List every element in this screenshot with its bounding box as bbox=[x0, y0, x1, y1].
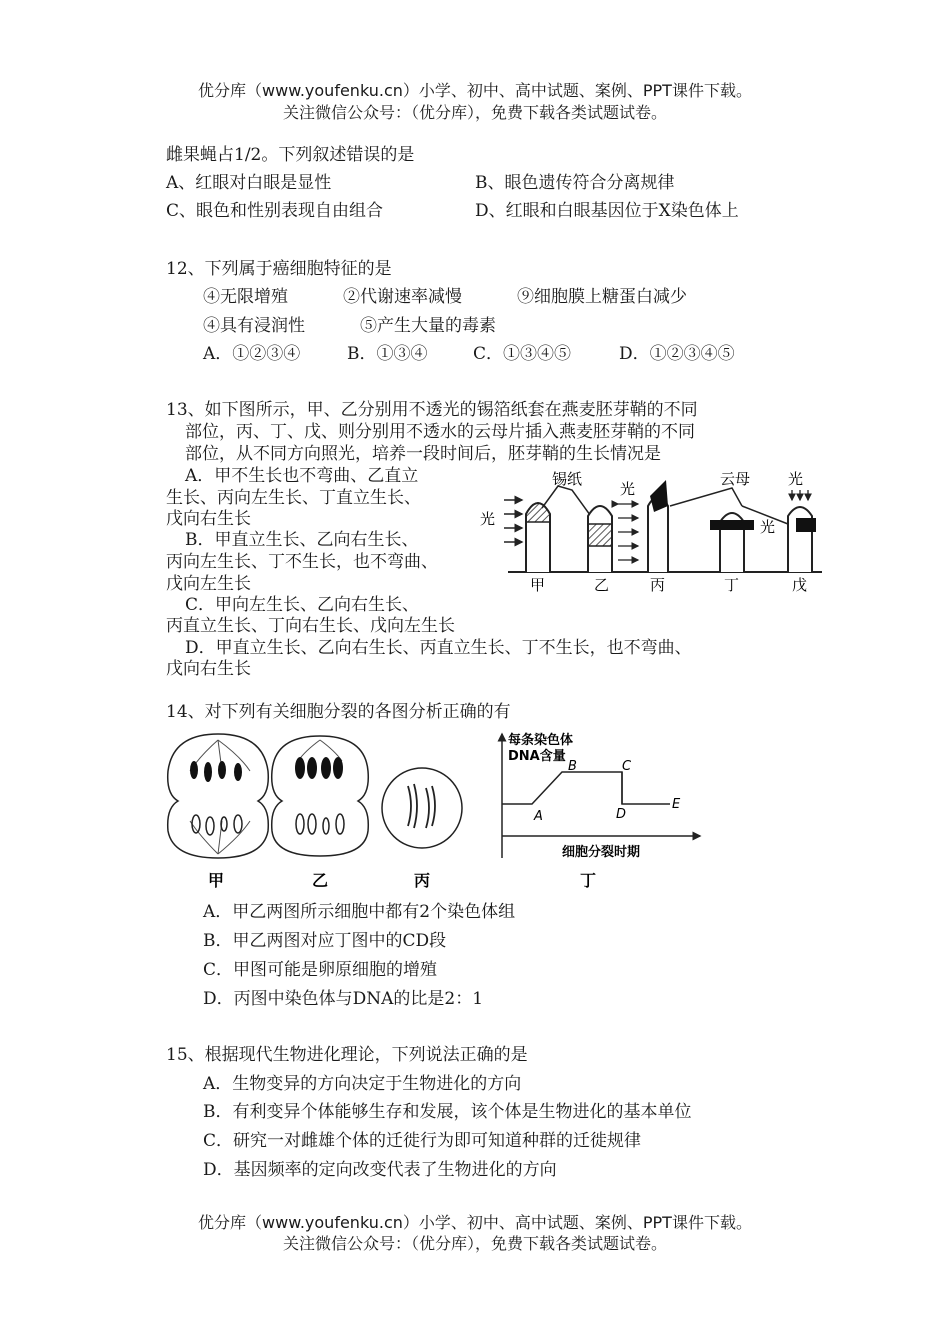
q15-option-b: B．有利变异个体能够生存和发展，该个体是生物进化的基本单位 bbox=[203, 1102, 692, 1122]
q13-stem-line-1: 13、如下图所示，甲、乙分别用不透光的锡箔纸套在燕麦胚芽鞘的不同 bbox=[166, 400, 698, 420]
q12-option-a: A．①②③④ bbox=[203, 344, 301, 364]
foil-label: 锡纸 bbox=[552, 470, 583, 488]
light-label-middle: 光 bbox=[620, 480, 636, 498]
q13-option-b-line-3: 戊向左生长 bbox=[166, 574, 251, 594]
q12-item-1: ④无限增殖 bbox=[203, 287, 288, 307]
q13-option-a-line-1: A．甲不生长也不弯曲、乙直立 bbox=[185, 466, 419, 486]
q13-option-a-line-3: 戊向右生长 bbox=[166, 509, 251, 529]
q11-option-c: C、眼色和性别表现自由组合 bbox=[166, 201, 384, 221]
coleoptile-figure bbox=[470, 466, 830, 594]
q12-item-5: ⑤产生大量的毒素 bbox=[360, 316, 496, 336]
q13-option-c-line-1: C．甲向左生长、乙向右生长、 bbox=[185, 595, 420, 615]
q12-option-b: B．①③④ bbox=[347, 344, 428, 364]
cell-division-figure bbox=[160, 726, 720, 894]
cell-label-jia: 甲 bbox=[208, 871, 225, 890]
q14-option-b: B．甲乙两图对应丁图中的CD段 bbox=[203, 931, 447, 951]
q12-item-3: ⑨细胞膜上糖蛋白减少 bbox=[517, 287, 687, 307]
q13-option-b-line-2: 丙向左生长、丁不生长，也不弯曲、 bbox=[166, 552, 438, 572]
graph-ding bbox=[502, 732, 700, 860]
cell-bing bbox=[382, 768, 462, 848]
q13-option-d-line-2: 戊向右生长 bbox=[166, 659, 251, 679]
footer-line-2: 关注微信公众号：（优分库），免费下载各类试题试卷。 bbox=[282, 1234, 667, 1253]
coleoptile-jia bbox=[526, 503, 550, 572]
point-d: D bbox=[616, 807, 627, 822]
mica-label: 云母 bbox=[720, 470, 751, 488]
q13-option-b-line-1: B．甲直立生长、乙向右生长、 bbox=[185, 530, 419, 550]
q13-stem-line-2: 部位，丙、丁、戊、则分别用不透水的云母片插入燕麦胚芽鞘的不同 bbox=[185, 422, 695, 442]
light-arrows-yi-bing bbox=[618, 504, 638, 560]
point-c: C bbox=[622, 759, 632, 774]
q14-option-d: D．丙图中染色体与DNA的比是2：1 bbox=[203, 989, 484, 1009]
mica-side bbox=[796, 518, 816, 532]
graph-ylabel-1: 每条染色体 bbox=[508, 733, 574, 748]
label-jia: 甲 bbox=[530, 576, 546, 594]
point-a: A bbox=[534, 809, 543, 824]
q11-option-b: B、眼色遗传符合分离规律 bbox=[475, 173, 675, 193]
header-line-2: 关注微信公众号：（优分库），免费下载各类试题试卷。 bbox=[282, 103, 667, 122]
label-wu: 戊 bbox=[792, 576, 808, 594]
cell-label-yi: 乙 bbox=[312, 871, 329, 890]
graph-ylabel-2: DNA含量 bbox=[508, 749, 566, 764]
q12-item-4: ④具有浸润性 bbox=[203, 316, 305, 336]
q12-option-d: D．①②③④⑤ bbox=[619, 344, 735, 364]
foil-sleeve bbox=[588, 524, 612, 546]
q13-option-c-line-2: 丙直立生长、丁向右生长、戊向左生长 bbox=[166, 616, 455, 636]
graph-xlabel: 细胞分裂时期 bbox=[562, 845, 641, 860]
label-yi: 乙 bbox=[594, 576, 610, 594]
mica-pointer bbox=[670, 488, 742, 506]
q13-stem-line-3: 部位，从不同方向照光，培养一段时间后，胚芽鞘的生长情况是 bbox=[185, 444, 661, 464]
q15-option-c: C．研究一对雌雄个体的迁徙行为即可知道种群的迁徙规律 bbox=[203, 1131, 642, 1151]
q14-option-c: C．甲图可能是卵原细胞的增殖 bbox=[203, 960, 438, 980]
coleoptile-yi bbox=[588, 506, 612, 572]
q13-option-d-line-1: D．甲直立生长、乙向右生长、丙直立生长、丁不生长，也不弯曲、 bbox=[185, 638, 692, 658]
q11-option-d: D、红眼和白眼基因位于X染色体上 bbox=[475, 201, 739, 221]
q12-item-2: ②代谢速率减慢 bbox=[343, 287, 462, 307]
light-label-right: 光 bbox=[760, 518, 776, 536]
q11-option-a: A、红眼对白眼是显性 bbox=[166, 173, 332, 193]
label-bing: 丙 bbox=[650, 576, 666, 594]
cell-label-ding: 丁 bbox=[580, 871, 597, 890]
cell-label-bing: 丙 bbox=[414, 871, 431, 890]
q15-option-a: A．生物变异的方向决定于生物进化的方向 bbox=[203, 1074, 522, 1094]
coleoptile-wu bbox=[788, 507, 816, 572]
header-line-1: 优分库（www.youfenku.cn）小学、初中、高中试题、案例、PPT课件下载。 bbox=[198, 81, 752, 100]
mica-bar bbox=[710, 520, 754, 530]
coleoptile-bing bbox=[648, 480, 668, 572]
q14-option-a: A．甲乙两图所示细胞中都有2个染色体组 bbox=[203, 902, 516, 922]
footer-line-1: 优分库（www.youfenku.cn）小学、初中、高中试题、案例、PPT课件下载。 bbox=[198, 1213, 752, 1232]
q14-stem: 14、对下列有关细胞分裂的各图分析正确的有 bbox=[166, 702, 511, 722]
light-arrows-wu bbox=[792, 490, 808, 500]
light-arrows-jia bbox=[504, 500, 522, 542]
point-e: E bbox=[672, 797, 681, 812]
light-label-top: 光 bbox=[788, 470, 804, 488]
foil-cap bbox=[526, 503, 550, 522]
label-ding: 丁 bbox=[724, 576, 740, 594]
cell-jia bbox=[168, 734, 269, 858]
cell-yi bbox=[272, 736, 369, 856]
q12-option-c: C．①③④⑤ bbox=[473, 344, 572, 364]
q15-stem: 15、根据现代生物进化理论，下列说法正确的是 bbox=[166, 1045, 528, 1065]
q12-stem: 12、下列属于癌细胞特征的是 bbox=[166, 259, 392, 279]
dna-curve bbox=[502, 772, 670, 804]
q13-option-a-line-2: 生长、丙向左生长、丁直立生长、 bbox=[166, 488, 421, 508]
coleoptile-ding bbox=[710, 513, 754, 572]
point-b: B bbox=[568, 759, 577, 774]
q15-option-d: D．基因频率的定向改变代表了生物进化的方向 bbox=[203, 1160, 557, 1180]
light-label-left: 光 bbox=[480, 510, 496, 528]
q11-stem-continued: 雌果蝇占1/2。下列叙述错误的是 bbox=[166, 145, 415, 165]
